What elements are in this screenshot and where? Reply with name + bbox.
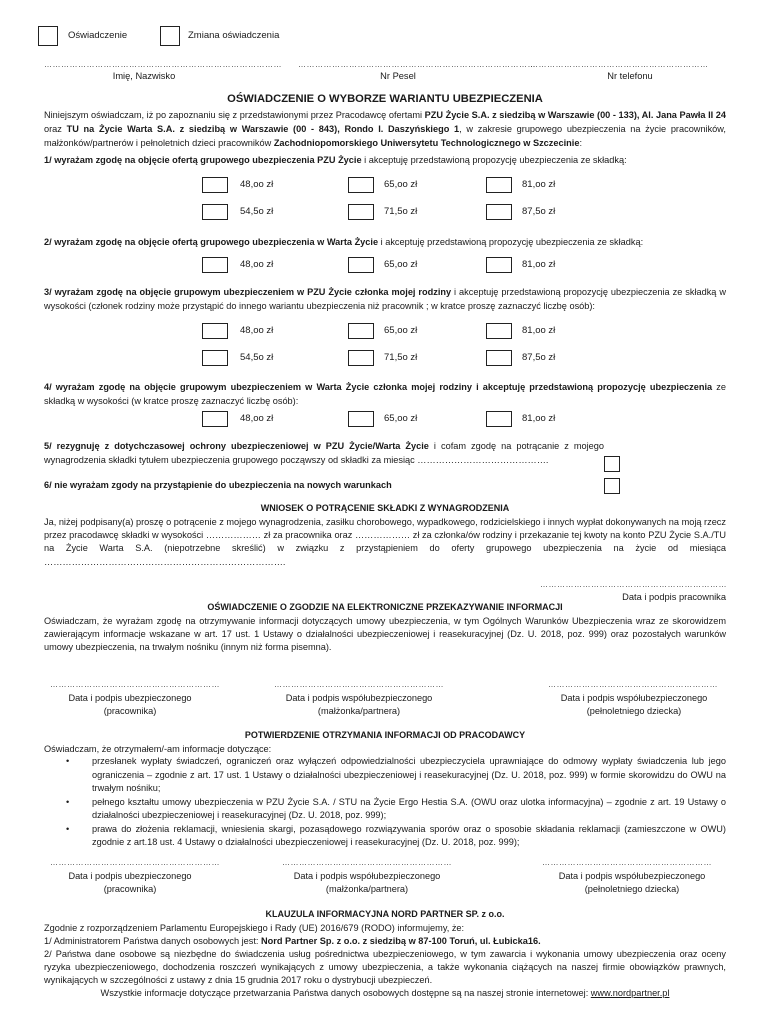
s3-option-65-box[interactable] (348, 323, 374, 339)
s1-option-65-label: 65,oo zł (384, 179, 418, 190)
wniosek-text: Ja, niżej podpisany(a) proszę o potrącenie z mojego wynagrodzenia, zasiłku chorobowego, wypadkowego, rodzicielskiego i innych wypłat dokonywanych na moją rzecz przez pracodawcę składki w wysokości ……………… zł za pracownika oraz ……………… zł za członka/ów rodziny i przekazanie tej kwoty na konto PZU Życie S.A./TU na Życie Warta S.A. (niepotrzebne skreślić) w związku z przystąpieniem do oferty grupowego ubezpieczenia na życie od miesiąca ……………………………………………………………………. (44, 517, 726, 567)
s2-option-65-box[interactable] (348, 257, 374, 273)
klauzula-title: KLAUZULA INFORMACYJNA NORD PARTNER SP. z o.o. (265, 909, 505, 919)
s1-option-48-label: 48,oo zł (240, 179, 274, 190)
ezgoda-text: Oświadczam, że wyrażam zgodę na otrzymywanie informacji dotyczących umowy ubezpieczenia, w tym Ogólnych Warunków Ubezpieczenia wraz ze skorowidzem zawierającym informacje wskazane w art. 17 ust. 1 Ustawy o działalności ubezpieczeniowej i reasekuracyjnej (Dz. U. 2018, poz. 999) oraz pozostałych warunków umowy ubezpieczenia, na trwałym nośniku (innym niż forma pisemna). (44, 616, 726, 653)
list-item: • przesłanek wypłaty świadczeń, ograniczeń oraz wyłączeń odpowiedzialności ubezpieczyciela uprawniające do odmowy wypłaty świadczenia lub jego ograniczenia – zgodnie z art. 17 ust. 1 Ustawy o działalności ubezpieczeniowej i reasekuracyjnej (Dz. U. 2018, poz. 999) w formie skorowidzu do OWU na trwałym nośniku; (66, 756, 726, 793)
s3-option-48-label: 48,oo zł (240, 325, 274, 336)
s3-option-87-label: 87,5o zł (522, 352, 556, 363)
list-item: • prawa do złożenia reklamacji, wniesienia skargi, pozasądowego rozwiązywania sporów oraz o sposobie składania reklamacji (zamieszczone w OWU) zgodnie z art.18 ust. 4 Ustawy o działalności ubezpieczeniowej i reasekuracyjnej (Dz. U. 2018, poz. 999); (66, 823, 726, 847)
s2-option-65-label: 65,oo zł (384, 259, 418, 270)
s1-option-48-box[interactable] (202, 177, 228, 193)
section-3-heading: 3/ wyrażam zgodę na objęcie grupowym ubezpieczeniem w PZU Życie członka mojej rodziny i akceptuję przedstawioną propozycję ubezpieczenia ze składką w wysokości (członek rodziny może przystąpić do innego wariantu ubezpieczenia niż pracownik ; w kratce proszę zaznaczyć liczbę osób): (44, 287, 726, 311)
sig2-label-dziecko: Data i podpis współubezpieczonego (pełnoletniego dziecka) (558, 871, 706, 894)
section-6-heading: 6/ nie wyrażam zgody na przystąpienie do ubezpieczenia na nowych warunkach (44, 480, 392, 490)
name-label: Imię, Nazwisko (112, 71, 176, 81)
s1-option-54-box[interactable] (202, 204, 228, 220)
s3-option-54-label: 54,5o zł (240, 352, 274, 363)
sig2-line-dziecko[interactable]: …………………………………………………… (542, 858, 712, 867)
section-1-heading: 1/ wyrażam zgodę na objęcie ofertą grupowego ubezpieczenia PZU Życie i akceptuję przedstawioną propozycję ubezpieczenia ze składką: (44, 155, 627, 165)
sig1-label-pracownik: Data i podpis ubezpieczonego (pracownika) (68, 693, 192, 716)
phone-label: Nr telefonu (607, 71, 653, 81)
phone-field[interactable]: ……………………………………………………… (530, 60, 709, 69)
pesel-field[interactable]: ………………………………………………………………………… (298, 60, 536, 69)
oswiadczenie-checkbox[interactable] (38, 26, 58, 46)
wniosek-signature-line[interactable]: ………………………………………………………… (540, 580, 727, 589)
s4-option-65-label: 65,oo zł (384, 413, 418, 424)
s1-option-81-box[interactable] (486, 177, 512, 193)
potw-bullet-list (44, 755, 726, 850)
section-5-heading: 5/ rezygnuję z dotychczasowej ochrony ubezpieczeniowej w PZU Życie/Warta Życie i cofam zgodę na potrącanie z mojego wynagrodzenia składki tytułem ubezpieczenia grupowego począwszy od składki za miesiąc ……………………………………. (44, 441, 605, 465)
sig1-line-pracownik[interactable]: …………………………………………………… (50, 680, 220, 689)
s2-option-48-box[interactable] (202, 257, 228, 273)
name-field[interactable]: ………………………………………………………………………… (44, 60, 282, 69)
s1-option-54-label: 54,5o zł (240, 206, 274, 217)
s3-option-71-box[interactable] (348, 350, 374, 366)
section-4-heading: 4/ wyrażam zgodę na objęcie grupowym ubezpieczeniem w Warta Życie członka mojej rodziny i akceptuję przedstawioną propozycję ubezpieczenia ze składką w wysokości (w kratce proszę zaznaczyć liczbę osób): (44, 382, 726, 406)
s2-option-48-label: 48,oo zł (240, 259, 274, 270)
sig1-label-malzonek: Data i podpis współubezpieczonego (małżonka/partnera) (285, 693, 433, 716)
nordpartner-link[interactable]: www.nordpartner.pl (590, 988, 670, 998)
wniosek-signature-label: Data i podpis pracownika (622, 592, 726, 602)
potw-title: POTWIERDZENIE OTRZYMANIA INFORMACJI OD PRACODAWCY (244, 730, 526, 740)
pesel-label: Nr Pesel (380, 71, 416, 81)
sig2-label-malzonek: Data i podpis współubezpieczonego (małżonka/partnera) (293, 871, 441, 894)
s3-option-81-box[interactable] (486, 323, 512, 339)
s2-option-81-label: 81,oo zł (522, 259, 556, 270)
s3-option-81-label: 81,oo zł (522, 325, 556, 336)
zmiana-label: Zmiana oświadczenia (188, 30, 280, 41)
s4-option-81-label: 81,oo zł (522, 413, 556, 424)
oswiadczenie-label: Oświadczenie (68, 30, 128, 41)
s1-option-71-label: 71,5o zł (384, 206, 418, 217)
sig2-label-pracownik: Data i podpis ubezpieczonego (pracownika) (68, 871, 192, 894)
sig2-line-pracownik[interactable]: …………………………………………………… (50, 858, 220, 867)
s1-option-87-box[interactable] (486, 204, 512, 220)
list-item: • pełnego kształtu umowy ubezpieczenia w PZU Życie S.A. / STU na Życie Ergo Hestia S.A. (OWU oraz ulotka informacyjna) – zgodnie z art. 19 Ustawy o działalności ubezpieczeniowej i reasekuracyjnej (Dz. U. 2018, poz. 999); (66, 796, 726, 820)
wniosek-title: WNIOSEK O POTRĄCENIE SKŁADKI Z WYNAGRODZENIA (260, 503, 510, 513)
klauzula-text: Zgodnie z rozporządzeniem Parlamentu Europejskiego i Rady (UE) 2016/679 (RODO) informujemy, że: 1/ Administratorem Państwa danych osobowych jest: Nord Partner Sp. z o.o. z siedzibą w 87-100 Toruń, ul. Łubicka16. 2/ Państwa dane osobowe są niezbędne do świadczenia usług pośrednictwa ubezpieczeniowego, w tym zawarcia i wykonania umowy ubezpieczenia oraz oceny ryzyka ubezpieczeniowego, dochodzenia roszczeń wynikających z umowy ubezpieczenia, a także wykonania ciążących na naszej firmie obowiązków prawnych, wynikających w szczególności z ustawy z dnia 15 grudnia 2017 roku o dystrybucji ubezpieczeń. Wszystkie informacje dotyczące przetwarzania Państwa danych osobowych dostępne są na naszej stronie internetowej: www.nordpartner.pl (44, 923, 726, 998)
ezgoda-title: OŚWIADCZENIE O ZGODZIE NA ELEKTRONICZNE PRZEKAZYWANIE INFORMACJI (207, 602, 563, 612)
section-2-heading: 2/ wyrażam zgodę na objęcie ofertą grupowego ubezpieczenia w Warta Życie i akceptuję przedstawioną propozycję ubezpieczenia ze składką: (44, 237, 644, 247)
s4-option-48-box[interactable] (202, 411, 228, 427)
s5-checkbox[interactable] (604, 456, 620, 472)
s3-option-71-label: 71,5o zł (384, 352, 418, 363)
s3-option-65-label: 65,oo zł (384, 325, 418, 336)
s3-option-54-box[interactable] (202, 350, 228, 366)
intro-paragraph: Niniejszym oświadczam, iż po zapoznaniu się z przedstawionymi przez Pracodawcę ofertami PZU Życie S.A. z siedzibą w Warszawie (00 - 133), Al. Jana Pawła II 24 oraz TU na Życie Warta S.A. z siedzibą w Warszawie (00 - 843), Rondo I. Daszyńskiego 1, w zakresie grupowego ubezpieczenia na życie pracowników, małżonków/partnerów i pełnoletnich dzieci pracowników Zachodniopomorskiego Uniwersytetu Technologicznego w Szczecinie: (44, 110, 727, 148)
s6-checkbox[interactable] (604, 478, 620, 494)
s3-option-87-box[interactable] (486, 350, 512, 366)
s1-option-81-label: 81,oo zł (522, 179, 556, 190)
s1-option-71-box[interactable] (348, 204, 374, 220)
zmiana-checkbox[interactable] (160, 26, 180, 46)
s4-option-81-box[interactable] (486, 411, 512, 427)
s4-option-48-label: 48,oo zł (240, 413, 274, 424)
sig2-line-malzonek[interactable]: …………………………………………………… (282, 858, 452, 867)
s1-option-87-label: 87,5o zł (522, 206, 556, 217)
s3-option-48-box[interactable] (202, 323, 228, 339)
sig1-line-dziecko[interactable]: …………………………………………………… (548, 680, 718, 689)
s2-option-81-box[interactable] (486, 257, 512, 273)
s4-option-65-box[interactable] (348, 411, 374, 427)
s1-option-65-box[interactable] (348, 177, 374, 193)
potw-intro: Oświadczam, że otrzymałem/-am informacje dotyczące: (44, 744, 272, 754)
page-title: OŚWIADCZENIE O WYBORZE WARIANTU UBEZPIECZENIA (227, 93, 543, 105)
sig1-label-dziecko: Data i podpis współubezpieczonego (pełnoletniego dziecka) (560, 693, 708, 716)
sig1-line-malzonek[interactable]: …………………………………………………… (274, 680, 444, 689)
